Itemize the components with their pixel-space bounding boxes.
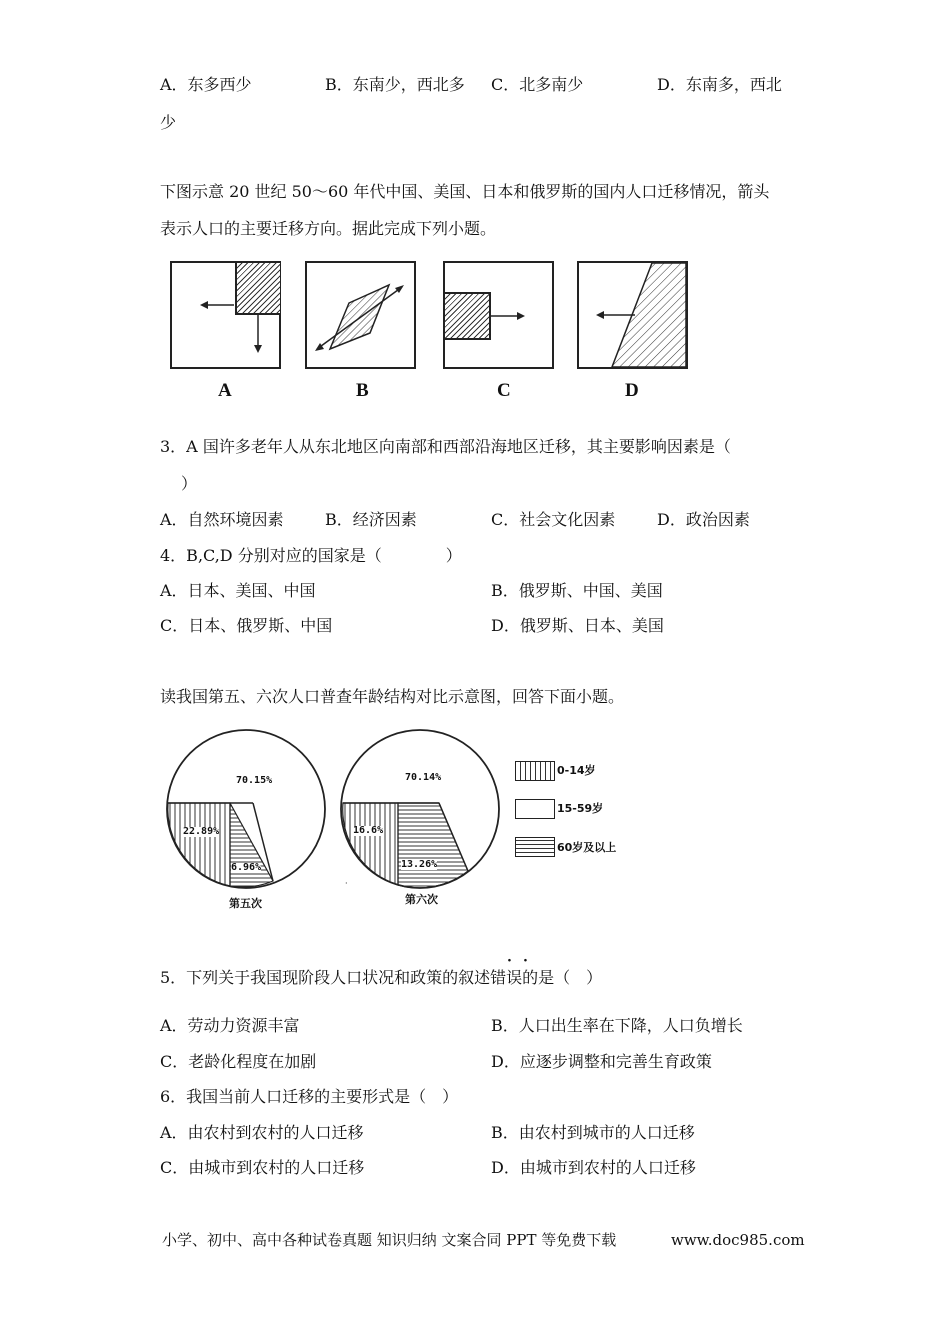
q4-option-b: B．俄罗斯、中国、美国	[491, 581, 663, 600]
diagram-label-b: B	[356, 380, 369, 401]
legend-label-0-14: 0-14岁	[557, 764, 596, 777]
q3-option-c: C．社会文化因素	[491, 510, 616, 529]
q4-option-d: D．俄罗斯、日本、美国	[491, 616, 664, 635]
pie-sixth-label-60plus: 13.26%	[401, 859, 438, 870]
q5-option-d: D．应逐步调整和完善生育政策	[491, 1052, 712, 1071]
q5-option-a: A．劳动力资源丰富	[160, 1016, 300, 1035]
footer-url[interactable]: www.doc985.com	[671, 1231, 805, 1249]
q6-option-b: B．由农村到城市的人口迁移	[491, 1123, 695, 1142]
prev-option-d: D．东南多，西北	[657, 75, 782, 94]
emphasis-dots: ·	[507, 953, 512, 969]
diagram-d-box	[577, 261, 688, 369]
q3-option-d: D．政治因素	[657, 510, 750, 529]
legend-swatch-15-59	[515, 799, 555, 819]
q6-option-d: D．由城市到农村的人口迁移	[491, 1158, 696, 1177]
pie-sixth-title: 第六次	[405, 893, 438, 906]
q5-stem: 5．下列关于我国现阶段人口状况和政策的叙述错误的是（ ）	[160, 968, 603, 987]
pie-sixth-label-0-14: 16.6%	[353, 825, 384, 836]
q6-option-a: A．由农村到农村的人口迁移	[160, 1123, 364, 1142]
diagram-label-d: D	[625, 380, 639, 401]
pie-sixth-label-15-59: 70.14%	[405, 772, 442, 783]
q3-stem: 3．A 国许多老年人从东北地区向南部和西部沿海地区迁移，其主要影响因素是（	[160, 437, 731, 456]
q4-stem: 4．B,C,D 分别对应的国家是（ ）	[160, 546, 462, 565]
diagram-a-arrows	[172, 263, 279, 367]
pie-fifth-title: 第五次	[229, 897, 262, 910]
prev-option-c: C．北多南少	[491, 75, 584, 94]
diagram-label-c: C	[497, 380, 511, 401]
prev-option-a: A．东多西少	[160, 75, 252, 94]
q5-option-b: B．人口出生率在下降，人口负增长	[491, 1016, 743, 1035]
q4-option-c: C．日本、俄罗斯、中国	[160, 616, 333, 635]
pie-fifth-label-60plus: 6.96%	[231, 862, 262, 873]
emphasis-dots-2: ·	[523, 953, 528, 969]
stray-dot: ·	[345, 879, 348, 888]
q6-option-c: C．由城市到农村的人口迁移	[160, 1158, 365, 1177]
q3-stem-cont: ）	[181, 474, 198, 493]
intro-migration-line2: 表示人口的主要迁移方向。据此完成下列小题。	[160, 219, 497, 238]
pie-fifth-label-15-59: 70.15%	[236, 775, 273, 786]
diagram-a-box	[170, 261, 281, 369]
q3-option-b: B．经济因素	[325, 510, 417, 529]
diagram-b-shape	[307, 263, 414, 367]
q3-option-a: A．自然环境因素	[160, 510, 284, 529]
diagram-b-box	[305, 261, 416, 369]
prev-option-b: B．东南少，西北多	[325, 75, 465, 94]
pie-sixth-slice-0-14	[343, 803, 398, 885]
q5-option-c: C．老龄化程度在加剧	[160, 1052, 317, 1071]
prev-option-d-cont: 少	[160, 113, 177, 132]
pie-fifth-label-0-14: 22.89%	[183, 826, 220, 837]
intro-census: 读我国第五、六次人口普查年龄结构对比示意图，回答下面小题。	[160, 687, 625, 706]
diagram-label-a: A	[218, 380, 232, 401]
intro-migration-line1: 下图示意 20 世纪 50～60 年代中国、美国、日本和俄罗斯的国内人口迁移情况，箭头	[160, 182, 770, 201]
pie-fifth-slice-0-14	[168, 803, 230, 886]
legend-label-15-59: 15-59岁	[557, 802, 604, 815]
q4-option-a: A．日本、美国、中国	[160, 581, 316, 600]
legend-label-60plus: 60岁及以上	[557, 841, 617, 854]
legend-swatch-60plus	[515, 837, 555, 857]
diagram-c-box	[443, 261, 554, 369]
footer-text: 小学、初中、高中各种试卷真题 知识归纳 文案合同 PPT 等免费下载	[162, 1231, 617, 1249]
diagram-c-arrow	[445, 263, 552, 367]
q6-stem: 6．我国当前人口迁移的主要形式是（ ）	[160, 1087, 459, 1106]
diagram-d-shape	[579, 263, 686, 367]
legend-swatch-0-14	[515, 761, 555, 781]
